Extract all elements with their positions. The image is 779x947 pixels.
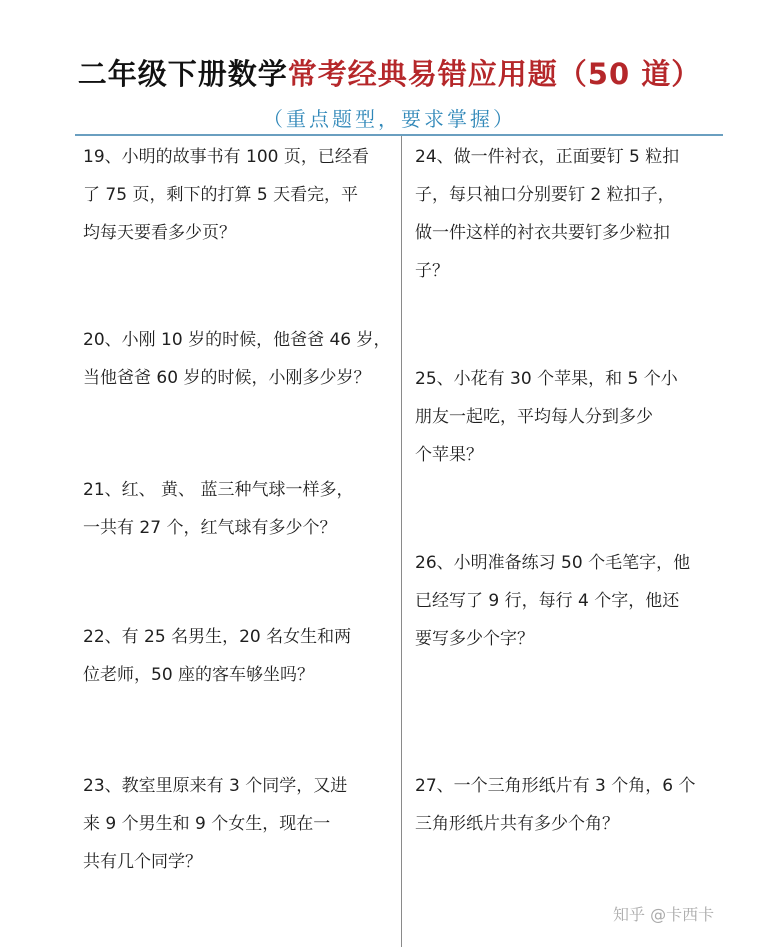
question-20 xyxy=(83,321,391,397)
title-red-part: 常考经典易错应用题（50 道） xyxy=(287,57,702,91)
question-26 xyxy=(415,544,690,658)
question-line: 23、教室里原来有 3 个同学，又进 xyxy=(83,776,348,796)
question-25 xyxy=(415,360,678,474)
question-line: 一共有 27 个，红气球有多少个？ xyxy=(83,518,337,538)
question-line: 当他爸爸 60 岁的时候，小刚多少岁？ xyxy=(83,368,371,388)
question-line: 来 9 个男生和 9 个女生，现在一 xyxy=(83,814,331,834)
question-line: 25、小花有 30 个苹果，和 5 个小 xyxy=(415,369,678,389)
question-line: 朋友一起吃，平均每人分到多少 xyxy=(415,407,653,427)
question-line: 19、小明的故事书有 100 页，已经看 xyxy=(83,147,369,167)
question-line: 个苹果？ xyxy=(415,445,483,465)
title-black-part: 二年级下册数学 xyxy=(77,57,288,91)
question-line: 位老师，50 座的客车够坐吗？ xyxy=(83,665,315,685)
header-divider xyxy=(75,134,723,136)
question-19 xyxy=(83,138,369,252)
question-line: 26、小明准备练习 50 个毛笔字，他 xyxy=(415,553,691,573)
question-line: 了 75 页，剩下的打算 5 天看完，平 xyxy=(83,185,359,205)
watermark: 知乎 @卡西卡 xyxy=(613,905,715,924)
question-line: 均每天要看多少页？ xyxy=(83,223,236,243)
question-line: 24、做一件衬衣，正面要钉 5 粒扣 xyxy=(415,147,680,167)
question-line: 要写多少个字？ xyxy=(415,629,534,649)
question-line: 21、红、 黄、 蓝三种气球一样多， xyxy=(83,480,354,500)
question-line: 三角形纸片共有多少个角？ xyxy=(415,814,619,834)
question-22 xyxy=(83,618,351,694)
page-subtitle: （重点题型，要求掌握） xyxy=(263,107,516,131)
question-line: 子？ xyxy=(415,261,449,281)
column-divider xyxy=(401,136,402,947)
question-line: 27、一个三角形纸片有 3 个角，6 个 xyxy=(415,776,696,796)
question-27 xyxy=(415,767,695,843)
page-title xyxy=(0,52,779,93)
question-21 xyxy=(83,471,353,547)
question-line: 22、有 25 名男生，20 名女生和两 xyxy=(83,627,352,647)
question-line: 做一件这样的衬衣共要钉多少粒扣 xyxy=(415,223,670,243)
question-line: 子，每只袖口分别要钉 2 粒扣子， xyxy=(415,185,675,205)
question-24 xyxy=(415,138,679,290)
question-23 xyxy=(83,767,347,881)
question-line: 共有几个同学？ xyxy=(83,852,202,872)
question-line: 已经写了 9 行，每行 4 个字，他还 xyxy=(415,591,680,611)
question-line: 20、小刚 10 岁的时候，他爸爸 46 岁， xyxy=(83,330,391,350)
